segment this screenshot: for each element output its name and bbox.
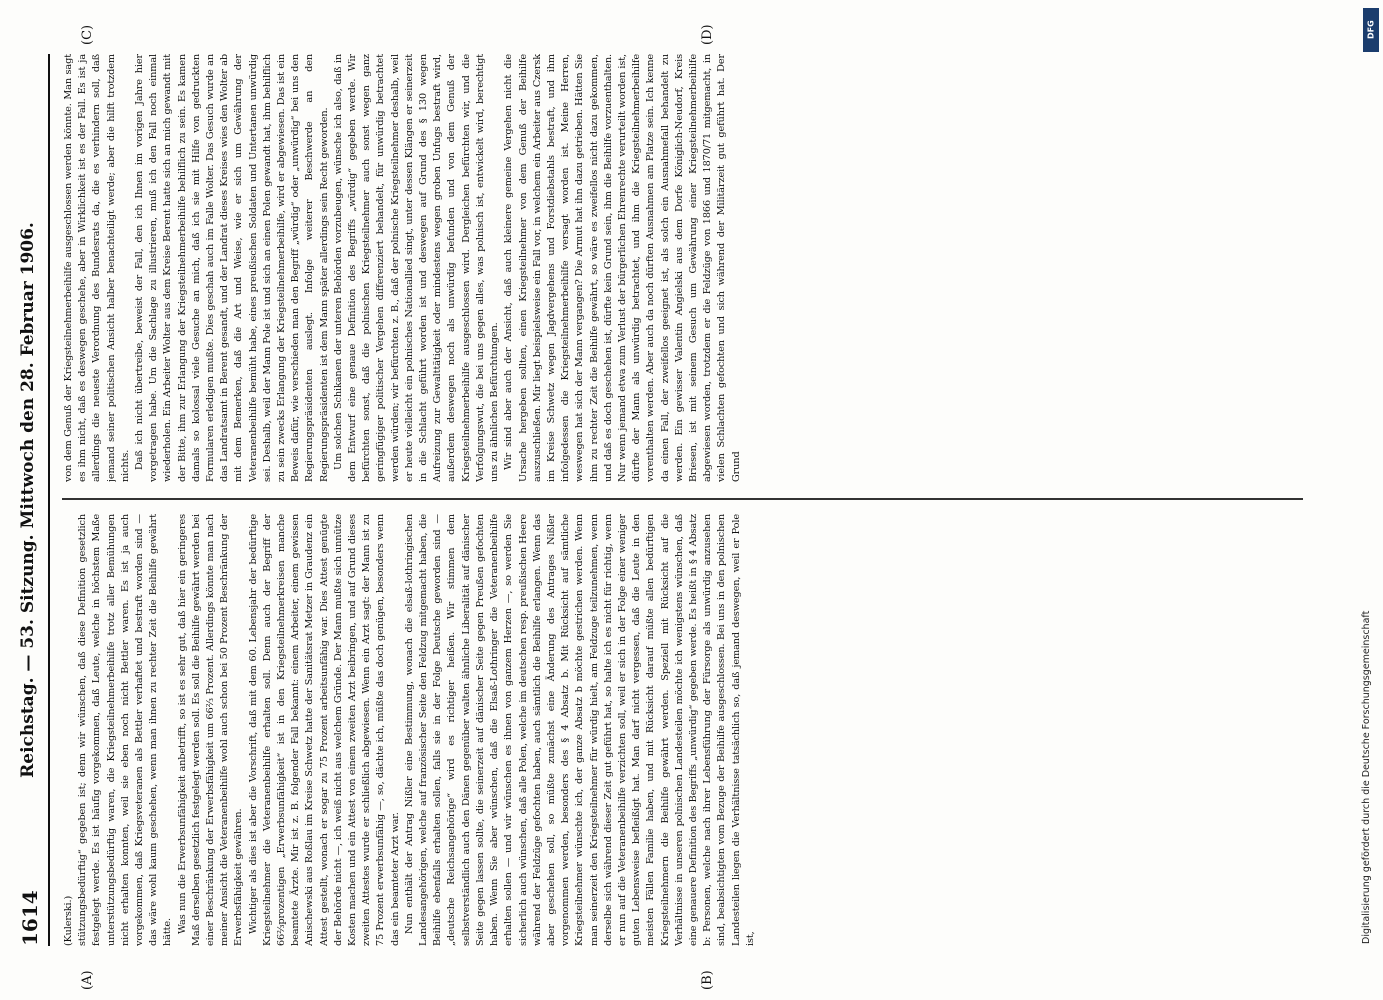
header-rule [48,54,50,946]
left-column [62,514,1313,946]
digitization-strip [1357,0,1383,1000]
paragraph: stützungsbedürftig“ gegeben ist; denn wir wünschen, daß diese Definition gesetzlich festgelegt werde. Es ist häufig vorgekommen, daß Leute, welche in höchstem Maße unterstützungsbedürftig waren, die Kriegsteilnehmerbeihilfe trotz aller Bemühungen nicht erhalten konnten, weil sie eben noch nicht Bettler waren. Es ist ja auch vorgekommen, daß Kriegsveteranen als Bettler verhaftet und bestraft worden sind — das wäre wohl kaum geschehen, wenn man ihnen zu rechter Zeit die Beihilfe gewährt hätte. [77,514,174,946]
paragraph: Um solchen Schikanen der unteren Behörden vorzubeugen, wünsche ich also, daß in dem Entwurf eine genaue Definition des Begriffs „würdig“ gegeben werde. Wir befürchten sonst, daß die polnischen Kriegsteilnehmer auch sonst wegen ganz geringfügiger politischer Vergehen differenziert behandelt, für unwürdig betrachtet werden würden; wir befürchten z. B., daß der polnische Kriegsteilnehmer deshalb, weil er heute vielleicht ein polnisches Nationallied singt, unter dessen Klängen er seinerzeit in die Schlacht geführt worden ist und deswegen auf Grund des § 130 wegen Aufreizung zur Gewalttätigkeit oder mindestens wegen groben Unfugs bestraft wird, außerdem deswegen noch als unwürdig befunden und von dem Genuß der Kriegsteilnehmerbeihilfe ausgeschlossen wird. Dergleichen befürchten wir, und die Verfolgungswut, die bei uns gegen alles, was polnisch ist, entwickelt wird, berechtigt uns zu ähnlichen Befürchtungen. [332,54,501,482]
page-header [14,54,54,946]
paragraph: Wichtiger als dies ist aber die Vorschrift, daß mit dem 60. Lebensjahr der bedürftige Kriegsteilnehmer die Veteranenbeihilfe erhalten soll. Denn auch der Begriff der 66⅔prozentigen „Erwerbsunfähigkeit“ ist in den Kriegsteilnehmerkreisen manche beamtete Ärzte. Mir ist z. B. folgender Fall bekannt: einem Arbeiter, einem gewissen Anischewski aus Roßlau im Kreise Schwetz hatte der Sanitätsrat Metzer in Graudenz ein Attest gestellt, wonach er sogar zu 75 Prozent arbeitsunfähig war. Dies Attest genügte der Behörde nicht —, ich weiß nicht aus welchem Gründe. Der Mann mußte sich unnütze Kosten machen und ein Attest von einem zweiten Arzt beibringen, und auf Grund dieses zweiten Attestes wurde er schließlich abgewiesen. Wenn ein Arzt sagt: der Mann ist zu 75 Prozent erwerbsunfähig —, so, dächte ich, müßte das doch genügen, besonders wenn das ein beamteter Arzt war. [247,514,401,946]
paragraph: Nun enthält der Antrag Nißler eine Bestimmung, wonach die elsaß-lothringischen Landesangehörigen, welche auf französischer Seite den Feldzug mitgemacht haben, die Beihilfe ebenfalls erhalten sollen, falls sie in der Folge Deutsche geworden sind — „deutsche Reichsangehörige“ wird es richtiger heißen. Wir stimmen dem selbstverständlich auch den Dänen gegenüber walten ähnliche Liberalität auf dänischer Seite gegen lassen sollte, die seinerzeit auf dänischer Seite gegen Preußen gefochten haben. Wenn Sie aber wünschen, daß die Elsaß-Lothringer die Veteranenbeihilfe erhalten sollen — und wir wünschen es ihnen von ganzem Herzen —, so werden Sie sicherlich auch wünschen, daß alle Polen, welche im deutschen resp. preußischen Heere während der Feldzüge gefochten haben, auch sämtlich die Beihilfe erlangen. Wenn das aber geschehen soll, so müßte zunächst eine Änderung des Antrages Nißler vorgenommen werden, besonders des § 4 Absatz b. Mit Rücksicht auf sämtliche Kriegsteilnehmer wünschte ich, der ganze Absatz b möchte gestrichen werden. Wenn man seinerzeit den Kriegsteilnehmer für würdig hielt, am Feldzuge teilzunehmen, wenn derselbe sich während dieser Zeit gut geführt hat, so halte ich es nicht für richtig, wenn er nun auf die Veteranenbeihilfe verzichten soll, weil er sich in der Folge einer weniger guten Lebensweise befleißigt hat. Man darf nicht vergessen, daß die Leute in den meisten Fällen Familie haben, und mit Rücksicht darauf müßte allen bedürftigen Kriegsteilnehmern die Beihilfe gewährt werden. Speziell mit Rücksicht auf die Verhältnisse in unseren polnischen Landesteilen möchte ich wenigstens wünschen, daß eine genauere Definition des Begriffs „unwürdig“ gegeben werde. Es heißt in § 4 Absatz b: Personen, welche nach ihrer Lebensführung der Fürsorge als unwürdig anzusehen sind, beabsichtigten vom Bezuge der Beihilfe ausgeschlossen. Bei uns in den polnischen Landesteilen liegen die Verhältnisse tatsächlich so, daß jemand deswegen, weil er Pole ist, [403,514,756,946]
margin-mark-a: (A) [80,970,95,990]
page-number: 1614 [18,890,42,946]
speaker-tag: (Kulerski.) [63,895,74,946]
margin-mark-b: (B) [700,970,715,990]
paragraph: Wir sind aber auch der Ansicht, daß auch kleinere gemeine Vergehen nicht die Ursache hergeben sollten, einen Kriegsteilnehmer von dem Genuß der Beihilfe auszuschließen. Mir liegt beispielsweise ein Fall vor, in welchem ein Arbeiter aus Czersk im Kreise Schwetz wegen Jagdvergehens und Forstdiebstahls bestraft, und ihm infolgedessen die Kriegsteilnehmerbeihilfe versagt worden ist. Meine Herren, weswegen hat sich der Mann vergangen? Die Armut hat ihn dazu getrieben. Hätten Sie ihm zu rechter Zeit die Beihilfe gewährt, so wäre es zweifellos nicht dazu gekommen, und daß es doch geschehen ist, dürfte kein Grund sein, ihm die Beihilfe vorzuenthalten. Nur wenn jemand etwa zum Verlust der bürgerlichen Ehrenrechte verurteilt worden ist, dürfte der Mann als unwürdig betrachtet, und ihm die Kriegsteilnehmerbeihilfe vorenthalten werden. Aber auch da noch dürften Ausnahmen am Platze sein. Ich kenne da einen Fall, der zweifellos geeignet ist, als solch ein Ausnahmefall behandelt zu werden. Ein gewisser Valentin Angielski aus dem Dorfe Königlich-Neudorf, Kreis Briesen, ist mit seinem Gesuch um Gewährung einer Kriegsteilnehmerbeihilfe abgewiesen worden, trotzdem er die Feldzüge von 1866 und 1870/71 mitgemacht, in vielen Schlachten gefochten und sich während der Militärzeit gut geführt hat. Der Grund [503,54,742,482]
paragraph: Was nun die Erwerbsunfähigkeit anbetrifft, so ist es sehr gut, daß hier ein geringeres Maß derselben gesetzlich festgelegt werden soll. Es soll die Beihilfe gewährt werden bei einer Beschränkung der Erwerbsfähigkeit um 66⅔ Prozent. Allerdings könnte man nach meiner Ansicht die Veteranenbeihilfe wohl auch schon bei 50 Prozent Beschränkung der Erwerbsfähigkeit gewähren. [176,514,245,946]
dfg-logo: DFG [1363,8,1379,52]
right-column [62,54,1313,482]
margin-mark-c: (C) [80,24,95,45]
margin-mark-d: (D) [700,24,715,45]
column-divider [62,498,1303,500]
page-title: Reichstag. — 53. Sitzung. Mittwoch den 28. Februar 1906. [18,222,38,778]
digitization-note: Digitalisierung gefördert durch die Deutsche Forschungsgemeinschaft [1361,610,1372,944]
paragraph: Daß ich nicht übertreibe, beweist der Fall, den ich Ihnen im vorigen Jahre hier vorgetragen habe. Um die Sachlage zu illustrieren, muß ich den Fall noch einmal wiederholen. Ein Arbeiter Wolter aus dem Kreise Berent hatte sich an mich gewandt mit der Bitte, ihm zur Erlangung der Kriegsteilnehmerbeihilfe behilflich zu sein. Es kamen damals so kolossal viele Gesuche an mich, daß ich sie mit Hilfe von gedruckten Formularen erledigen mußte. Dies geschah auch im Falle Wolter. Das Gesuch wurde an das Landratsamt in Berent gesandt, und der Landrat dieses Kreises wies den Wolter ab mit dem Bemerken, daß die Art und Weise, wie er sich um Gewährung der Veteranenbeihilfe bemüht habe, eines preußischen Soldaten und Untertanen unwürdig sei. Deshalb, weil der Mann Pole ist und sich an einen Polen gewandt hat, ihm behilflich zu sein zwecks Erlangung der Kriegsteilnehmerbeihilfe, wird er abgewiesen. Das ist ein Beweis dafür, wie verschieden man den Begriff „würdig“ oder „unwürdig“ bei uns den Regierungspräsidenten auslegt. Infolge weiterer Beschwerde an den Regierungspräsidenten ist dem Mann später allerdings sein Recht geworden. [134,54,330,482]
paragraph: von dem Genuß der Kriegsteilnehmerbeihilfe ausgeschlossen werden könnte. Man sagt es ihm nicht, daß es deswegen geschehe, aber in Wirklichkeit ist es der Fall. Es ist ja allerdings die neueste Verordnung des Bundesrats da, die es verhindern soll, daß jemand seiner politischen Ansicht halber benachteiligt werde; aber die hilft trotzdem nichts. [63,54,131,482]
